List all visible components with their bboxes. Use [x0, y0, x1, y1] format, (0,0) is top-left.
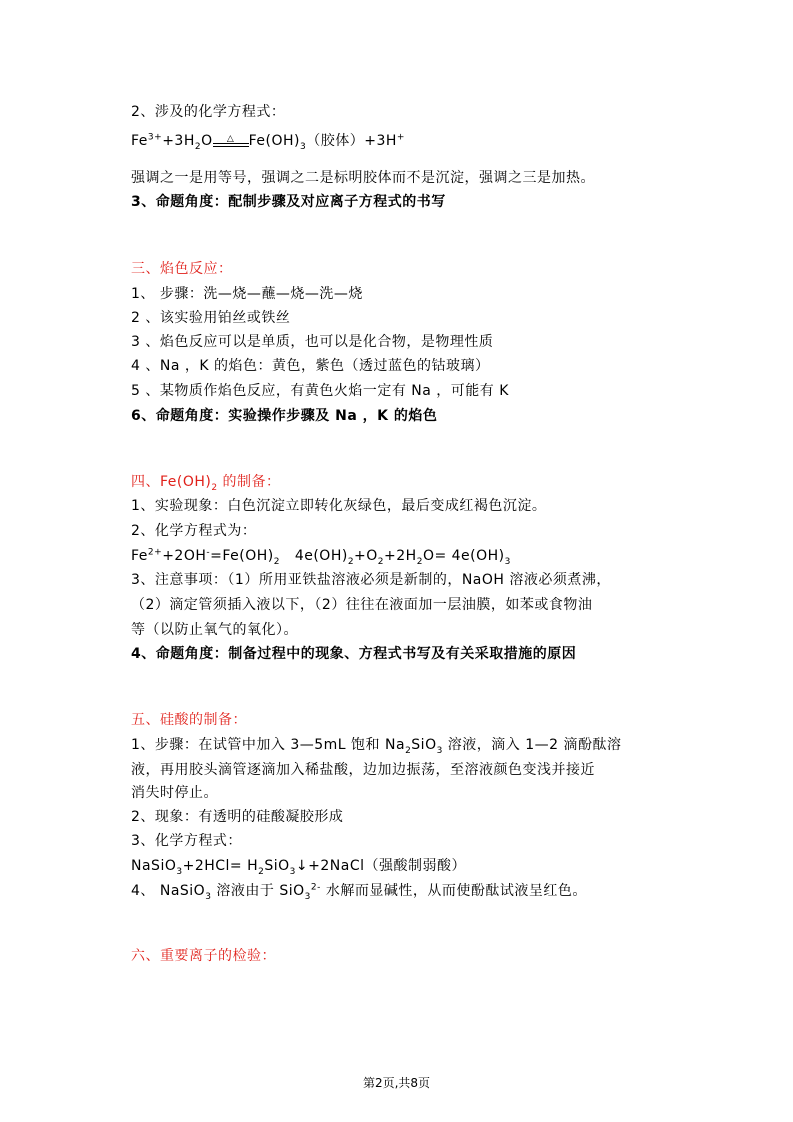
- page-number: 第2页,共8页: [362, 1076, 431, 1090]
- section-title-ion-tests: 六、重要离子的检验：: [131, 948, 276, 964]
- line-s3-3: 3 、焰色反应可以是单质，也可以是化合物，是物理性质: [131, 334, 494, 350]
- line-s3-6: 6、命题角度：实验操作步骤及 Na ，K 的焰色: [131, 408, 438, 424]
- heat-equals-sign: △: [213, 136, 249, 147]
- section-title-silicic-acid: 五、硅酸的制备：: [131, 712, 247, 728]
- line-s2-1: 2、涉及的化学方程式：: [131, 104, 286, 120]
- line-s5-4: 2、现象：有透明的硅酸凝胶形成: [131, 809, 344, 825]
- line-s5-5: 3、化学方程式：: [131, 833, 242, 849]
- equation-feoh2: $Fe^{2+}+2OH^-=Fe(OH)_2$ $4e(OH)_2+O_2+2H_2O= 4e(OH)_3$: [131, 547, 511, 567]
- line-s5-6: 4、 NaSiO$_3$ 溶液由于 SiO$_3^{2-}$ 水解而显碱性，从而使酚酞试液呈红色。: [131, 882, 587, 902]
- line-s4-3: 3、注意事项：（1）所用亚铁盐溶液必须是新制的，NaOH 溶液必须煮沸，: [131, 572, 611, 588]
- line-s4-2: 2、化学方程式为：: [131, 523, 257, 539]
- line-s5-2: 液，再用胶头滴管逐滴加入稀盐酸，边加边振荡，至溶液颜色变浅并接近: [131, 762, 595, 778]
- section-title-feoh2: 四、$Fe(OH)_2$ 的制备：: [131, 474, 281, 493]
- equation-silicic-acid: NaSiO$_3$+2HCl= $H_2SiO_3↓+2NaCl$（强酸制弱酸）: [131, 858, 466, 877]
- section-title-flame-test: 三、焰色反应：: [131, 261, 233, 277]
- line-s3-4: 4 、Na ，K 的焰色：黄色，紫色（透过蓝色的钴玻璃）: [131, 358, 490, 374]
- line-s4-5: 等（以防止氧气的氧化）。: [131, 622, 298, 638]
- line-s3-5: 5 、某物质作焰色反应，有黄色火焰一定有 Na ，可能有 K: [131, 383, 509, 399]
- line-s3-1: 1、 步骤：洗—烧—蘸—烧—洗—烧: [131, 286, 363, 302]
- line-s5-3: 消失时停止。: [131, 785, 218, 801]
- line-s2-2: 强调之一是用等号，强调之二是标明胶体而不是沉淀，强调之三是加热。: [131, 170, 595, 186]
- line-s4-1: 1、实验现象：白色沉淀立即转化灰绿色，最后变成红褐色沉淀。: [131, 498, 547, 514]
- line-s5-1: 1、步骤：在试管中加入 3—5mL 饱和 $Na_2SiO_3$ 溶液，滴入 1—2 滴酚酞溶: [131, 737, 622, 756]
- line-s4-6: 4、命题角度：制备过程中的现象、方程式书写及有关采取措施的原因: [131, 646, 577, 662]
- line-s2-3: 3、命题角度：配制步骤及对应离子方程式的书写: [131, 194, 446, 210]
- line-s4-4: （2）滴定管须插入液以下，（2）往往在液面加一层油膜，如苯或食物油: [131, 597, 593, 613]
- equation-fe3-hydrolysis: $Fe^{3+}+3H_2O$ △ $Fe(OH)_3$（胶体）+3H+: [131, 132, 405, 152]
- line-s3-2: 2 、该实验用铂丝或铁丝: [131, 310, 291, 326]
